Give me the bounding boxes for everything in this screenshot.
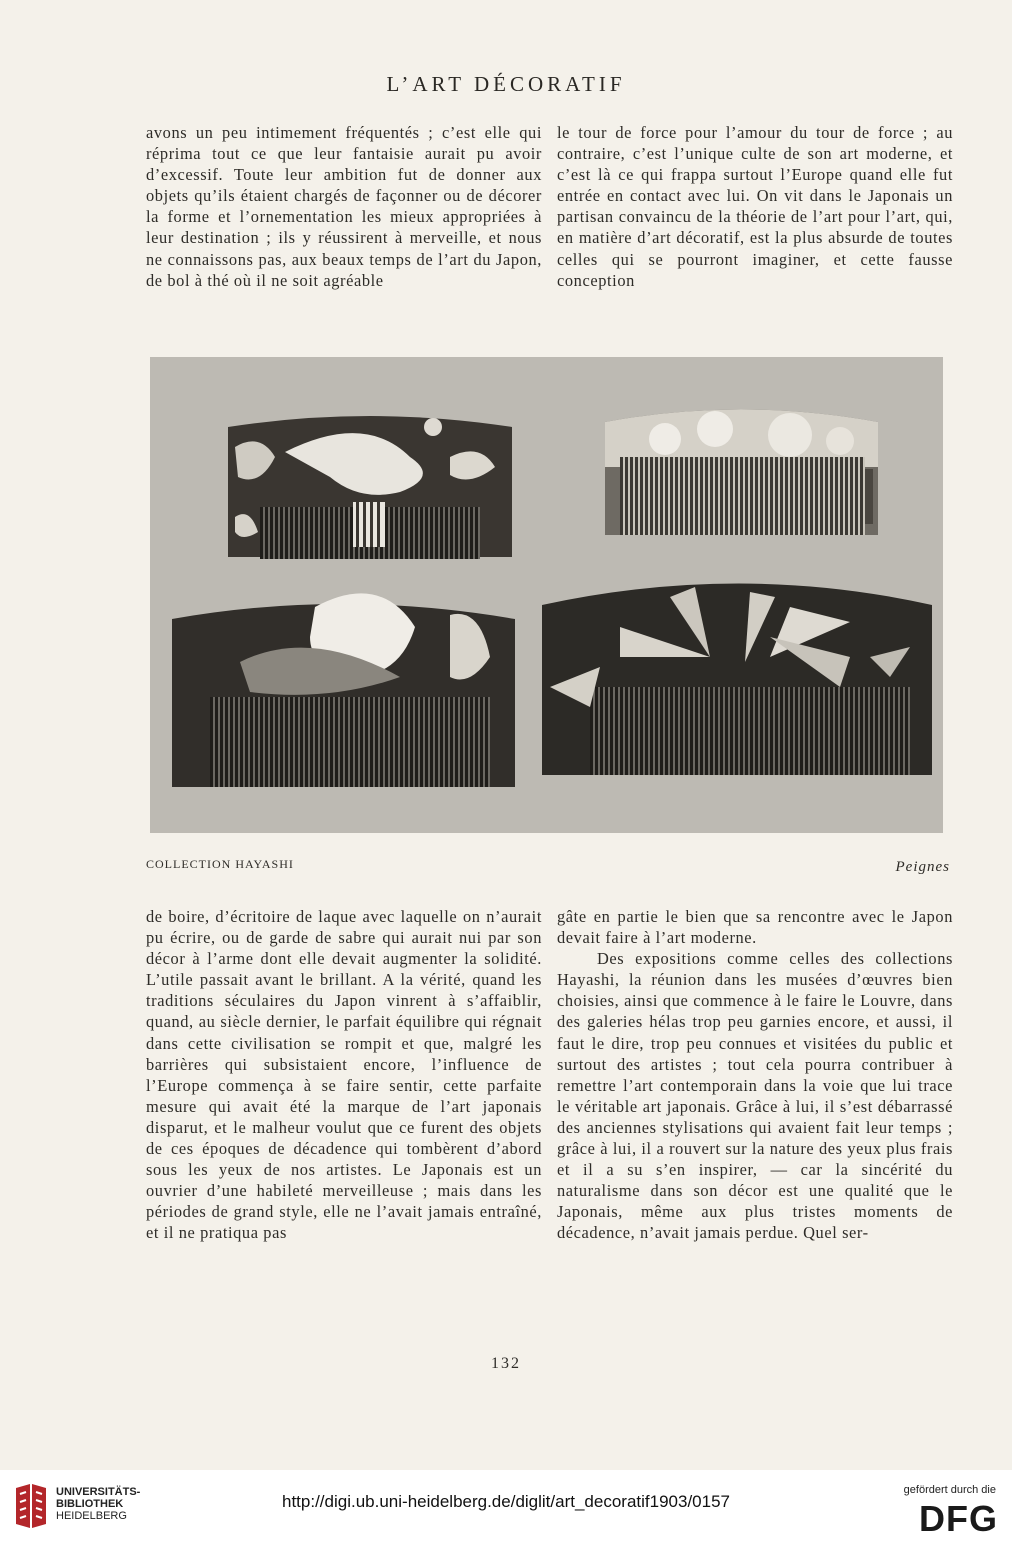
running-head: L’ART DÉCORATIF xyxy=(386,72,626,96)
paragraph: Des expositions comme celles des collections Hayashi, la réunion dans les musées d’œuvres bien choisies, ainsi que commence à le faire le Louvre, dans des galeries hélas trop peu garnies encore, et aussi, il faut le dire, trop peu connues et visitées du public et surtout des artistes ; tout cela pourra contribuer à remettre l’art contemporain dans la voie que lui trace le véritable art japonais. Grâce à lui, il s’est débarrassé des anciennes stylisations qui avaient fait leur temps ; grâce à lui, il a rouvert sur la nature des yeux plus frais et il a su s’en inspirer, — car la sincérité du naturalisme dans son décor est une qualité que le Japonais, même aux plus tristes moments de décadence, n’avait jamais perdue. Quel ser- xyxy=(557,949,953,1243)
paragraph: de boire, d’écritoire de laque avec laquelle on n’aurait pu écrire, ou de garde de sabre qui aurait nui par son décor à l’arme dont elle devait augmenter la solidité. L’utile passait avant le brillant. A la vérité, quand les traditions séculaires du Japon vinrent à s’affaiblir, quand, au siècle dernier, le parfait équilibre qui régnait dans cette civilisation se rompit et que, malgré les barrières qui subsistaient encore, l’influence de l’Europe commença à se faire sentir, cette parfaite mesure qui avait été la marque de l’art japonais disparut, et le malheur voulut que ce furent des objets de ces époques de décadence qui tombèrent d’abord sous les yeux de nos artistes. Le Japonais est un ouvrier d’une habileté merveilleuse ; mais dans les périodes de grand style, elle ne l’avait jamais entraîné, et il ne pratiqua pas xyxy=(146,907,542,1243)
text-column-top-right xyxy=(557,122,953,291)
page-number: 132 xyxy=(491,1355,521,1372)
permalink-url[interactable]: http://digi.ub.uni-heidelberg.de/diglit/art_decoratif1903/0157 xyxy=(282,1492,730,1511)
comb-rose-dark xyxy=(172,593,515,787)
funding-note: gefördert durch die xyxy=(903,1484,996,1496)
library-name-line: BIBLIOTHEK xyxy=(56,1498,124,1510)
paragraph: le tour de force pour l’amour du tour de force ; au contraire, c’est l’unique culte de son art moderne, et c’est là ce qui frappa surtout l’Europe quand elle fut entrée en contact avec lui. On vit dans le Japonais un partisan convaincu de la théorie de l’art pour l’art, qui, en matière d’art décoratif, est la plus absurde de toutes celles qui se pourront imaginer, et cette fausse conception xyxy=(557,123,953,290)
paragraph: avons un peu intimement fréquentés ; c’est elle qui réprima tout ce que leur fantaisie aurait pu avoir d’excessif. Toute leur ambition fut de donner aux objets qu’ils étaient chargés de façonner ou de décorer la forme et l’ornementation les mieux appropriées à leur destination ; ils y réussirent à merveille, et nous ne connaissons pas, aux beaux temps de l’art du Japon, de bol à thé où il ne soit agréable xyxy=(146,123,542,290)
digitization-footer xyxy=(0,1470,1012,1546)
text-column-bottom-right xyxy=(557,906,953,1244)
dfg-logo: DFG xyxy=(919,1498,998,1539)
text-column-bottom-left xyxy=(146,906,542,1244)
comb-chrysanthemum-dark xyxy=(228,416,512,559)
figure-caption-collection: COLLECTION HAYASHI xyxy=(146,857,294,871)
library-name-line: UNIVERSITÄTS- xyxy=(56,1486,141,1498)
paragraph: gâte en partie le bien que sa rencontre avec le Japon devait faire à l’art moderne. xyxy=(557,907,953,948)
library-name-line: HEIDELBERG xyxy=(56,1510,127,1522)
comb-flower-pale xyxy=(605,410,878,536)
comb-hemp-leaf xyxy=(542,584,932,776)
comb-photograph-plate xyxy=(150,357,943,833)
figure-caption-title: Peignes xyxy=(895,859,950,875)
text-column-top-left xyxy=(146,122,542,291)
